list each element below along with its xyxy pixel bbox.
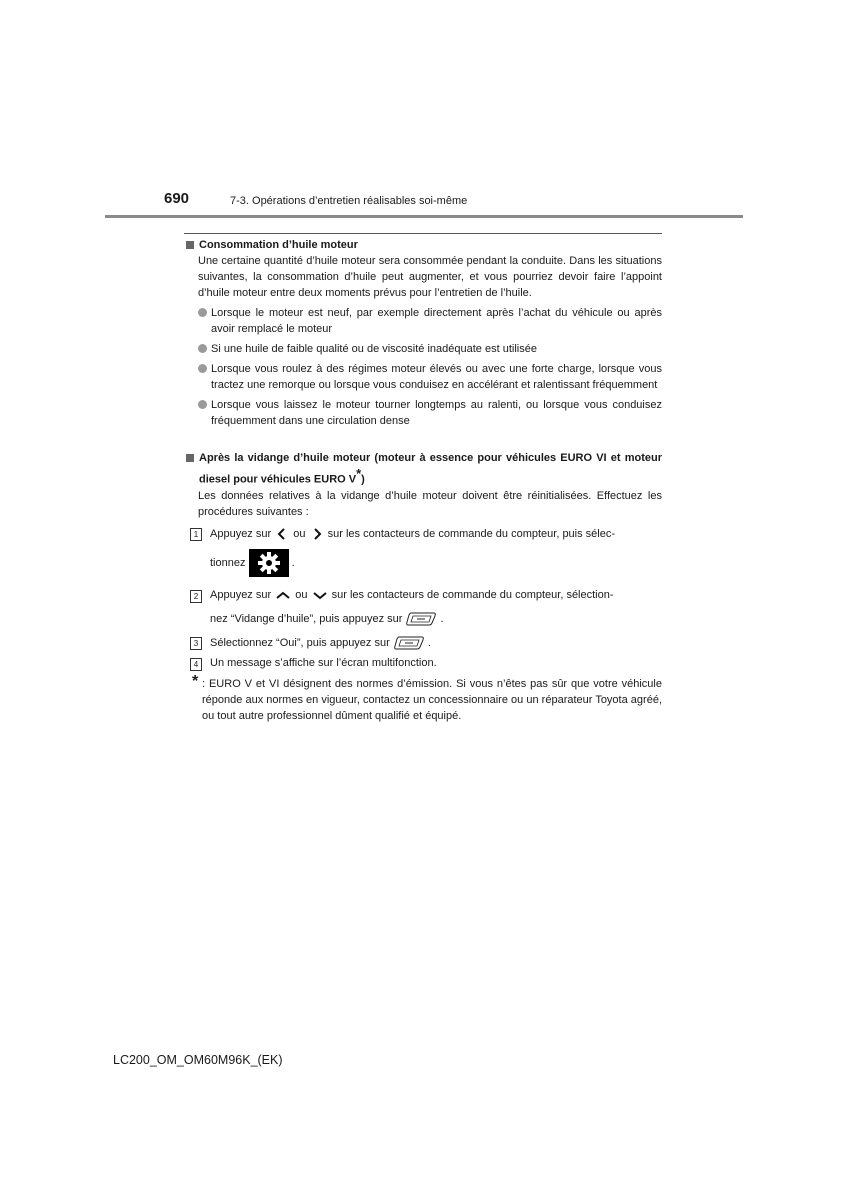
- step-line: [210, 549, 295, 577]
- section-heading: [184, 450, 662, 488]
- step-text: Appuyez sur: [210, 589, 272, 601]
- footnote-marker: *: [356, 466, 362, 481]
- step-text: nez “Vidange d’huile”, puis appuyez sur: [210, 612, 403, 625]
- footnote: [192, 673, 662, 724]
- step-text: Un message s’affiche sur l’écran multifonction.: [210, 657, 437, 669]
- step-number: 1: [190, 528, 202, 541]
- square-bullet-icon: [186, 241, 194, 249]
- document-code: LC200_OM_OM60M96K_(EK): [113, 1053, 283, 1067]
- chevron-down-icon: [311, 589, 329, 601]
- step-text: ou: [293, 527, 306, 540]
- chevron-right-icon: [309, 527, 325, 541]
- enter-switch-icon: [405, 612, 437, 626]
- step-line: [210, 612, 444, 626]
- gear-icon: [249, 549, 289, 577]
- step-text: sur les contacteurs de commande du compteur, sélection-: [331, 589, 614, 601]
- step-number: 4: [190, 658, 202, 671]
- list-item: [198, 341, 662, 357]
- chapter-title: 7-3. Opérations d’entretien réalisables soi-même: [230, 195, 468, 207]
- step-number: 2: [190, 590, 202, 603]
- list-item-text: Lorsque vous laissez le moteur tourner longtemps au ralenti, ou lorsque vous conduisez fréquemment dans une circulation dense: [211, 399, 662, 427]
- step-text: Sélectionnez “Oui”, puis appuyez sur: [210, 636, 390, 649]
- footnote-text: : EURO V et VI désignent des normes d’émission. Si vous n’êtes pas sûr que votre véhicule réponde aux normes en vigueur, contactez un concessionnaire ou un réparateur Toyota agréé, ou tout autre professionnel dûment qualifié et équipé.: [202, 678, 662, 722]
- step-text: sur les contacteurs de commande du compteur, puis sélec-: [327, 527, 616, 540]
- step-text: Appuyez sur: [210, 527, 272, 540]
- step-text: .: [427, 636, 431, 649]
- list-item-text: Lorsque vous roulez à des régimes moteur élevés ou avec une forte charge, lorsque vous tractez une remorque ou lorsque vous conduisez en accélérant et ralentissant fréquemment: [211, 363, 662, 391]
- step-line: [210, 636, 431, 650]
- footnote-marker: *: [192, 673, 199, 690]
- page-number: 690: [164, 190, 190, 207]
- section-title-end: ): [361, 473, 365, 486]
- step-text: tionnez: [210, 556, 246, 569]
- section-title: Consommation d’huile moteur: [199, 239, 358, 251]
- round-bullet-icon: [198, 400, 207, 409]
- step-text: .: [291, 556, 295, 569]
- round-bullet-icon: [198, 364, 207, 373]
- section-rule: [184, 233, 662, 234]
- enter-switch-icon: [393, 636, 425, 650]
- list-item: [198, 361, 662, 393]
- step-line: [210, 527, 615, 541]
- step-line: [210, 589, 614, 601]
- section-intro: Une certaine quantité d’huile moteur sera consommée pendant la conduite. Dans les situations suivantes, la consommation d’huile peut augmenter, et vous pourriez devoir faire l’appoint d’huile moteur entre deux moments prévus pour l’entretien de l’huile.: [198, 255, 662, 299]
- chevron-up-icon: [274, 589, 292, 601]
- step-text: .: [440, 612, 444, 625]
- round-bullet-icon: [198, 308, 207, 317]
- section-oil-consumption: [184, 237, 662, 429]
- header-rule: [105, 215, 743, 218]
- list-item-text: Lorsque le moteur est neuf, par exemple directement après l’achat du véhicule ou après avoir remplacé le moteur: [211, 307, 662, 335]
- list-item: [198, 305, 662, 337]
- step-line: [210, 657, 437, 669]
- section-intro: Les données relatives à la vidange d’huile moteur doivent être réinitialisées. Effectuez les procédures suivantes :: [198, 489, 662, 518]
- round-bullet-icon: [198, 344, 207, 353]
- section-heading: [184, 237, 662, 253]
- step-number: 3: [190, 637, 202, 650]
- section-oil-change: [184, 450, 662, 520]
- list-item-text: Si une huile de faible qualité ou de viscosité inadéquate est utilisée: [211, 343, 537, 355]
- step-text: ou: [295, 589, 308, 601]
- section-title: Après la vidange d’huile moteur (moteur à essence pour véhicules EURO VI et moteur diesel pour véhicules EURO V: [199, 452, 662, 486]
- square-bullet-icon: [186, 454, 194, 462]
- section-title-wrap: [199, 450, 662, 488]
- list-item: [198, 397, 662, 429]
- chevron-left-icon: [274, 527, 290, 541]
